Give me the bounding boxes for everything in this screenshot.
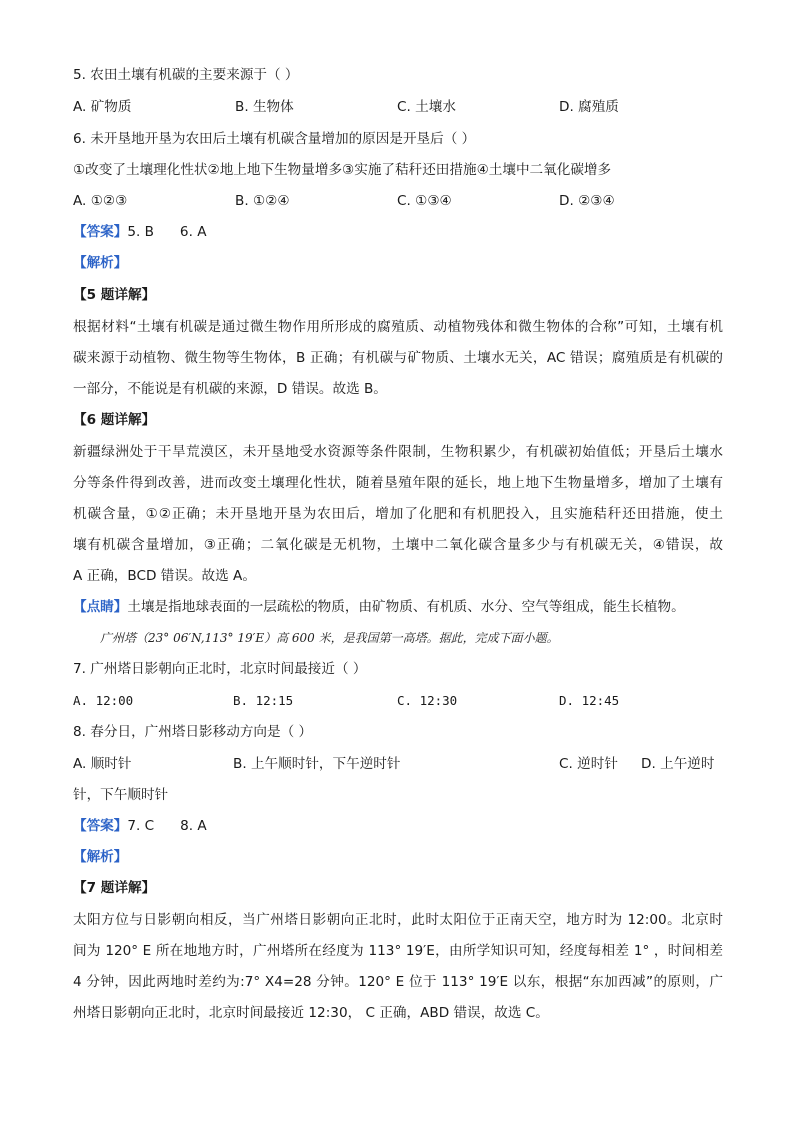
q7-option-a: A. 12:00 <box>73 693 134 708</box>
q7-option-c: C. 12:30 <box>397 693 458 708</box>
q8-option-b: B. 上午顺时针，下午逆时针 <box>233 756 401 772</box>
tip-block <box>73 598 723 616</box>
detail-5-line: 碳来源于动植物、微生物等生物体，B 正确；有机碳与矿物质、土壤水无关，AC 错误；腐殖质是有机碳的 <box>73 350 723 366</box>
detail-6-line: A 正确，BCD 错误。故选 A。 <box>73 568 256 584</box>
detail-6-line: 新疆绿洲处于干旱荒漠区，未开垦地受水资源等条件限制，生物积累少，有机碳初始值低；开垦后土壤水 <box>73 444 723 460</box>
q7-option-d: D. 12:45 <box>559 693 620 708</box>
q5-option-c: C. 土壤水 <box>397 99 456 115</box>
detail-6-title: 【6 题详解】 <box>73 412 156 428</box>
analysis-tag-2: 【解析】 <box>73 849 128 865</box>
detail-7-line: 太阳方位与日影朝向相反，当广州塔日影朝向正北时，此时太阳位于正南天空，地方时为 12:00。北京时 <box>73 912 723 928</box>
detail-6-line: 壤有机碳含量增加，③正确；二氧化碳是无机物，土壤中二氧化碳含量多少与有机碳无关，④错误，故 <box>73 537 723 553</box>
answer-text: 5. B 6. A <box>127 224 207 240</box>
answer-block-2 <box>73 817 723 835</box>
detail-5-line: 根据材料“土壤有机碳是通过微生物作用所形成的腐殖质、动植物残体和微生物体的合称”可知，土壤有机 <box>73 319 723 335</box>
q8-option-c: C. 逆时针 <box>559 756 618 772</box>
analysis-tag-1: 【解析】 <box>73 255 128 271</box>
question-8-stem: 8. 春分日，广州塔日影移动方向是（ ） <box>73 724 313 740</box>
question-6-stem: 6. 未开垦地开垦为农田后土壤有机碳含量增加的原因是开垦后（ ） <box>73 131 476 147</box>
q5-option-b: B. 生物体 <box>235 99 294 115</box>
question-6-statements: ①改变了土壤理化性状②地上地下生物量增多③实施了秸秆还田措施④土壤中二氧化碳增多 <box>73 162 612 178</box>
q6-option-c: C. ①③④ <box>397 193 452 209</box>
answer-block-1 <box>73 223 723 241</box>
q8-option-a: A. 顺时针 <box>73 756 132 772</box>
question-7-stem: 7. 广州塔日影朝向正北时，北京时间最接近（ ） <box>73 661 367 677</box>
q8-option-d: D. 上午逆时 <box>641 756 715 772</box>
tip-text: 土壤是指地球表面的一层疏松的物质，由矿物质、有机质、水分、空气等组成，能生长植物。 <box>127 599 685 615</box>
q7-option-b: B. 12:15 <box>233 693 294 708</box>
detail-7-line: 4 分钟，因此两地时差约为:7° X4=28 分钟。120° E 位于 113° 19′E 以东，根据“东加西减”的原则，广 <box>73 974 723 990</box>
answer-text: 7. C 8. A <box>127 818 207 834</box>
q6-option-b: B. ①②④ <box>235 193 290 209</box>
q5-option-a: A. 矿物质 <box>73 99 132 115</box>
material-intro: 广州塔（23° 06′N,113° 19′E）高 600 米，是我国第一高塔。据此，完成下面小题。 <box>100 631 559 645</box>
detail-5-line: 一部分，不能说是有机碳的来源，D 错误。故选 B。 <box>73 381 387 397</box>
detail-7-line: 间为 120° E 所在地地方时，广州塔所在经度为 113° 19′E，由所学知识可知，经度每相差 1° ，时间相差 <box>73 943 723 959</box>
q6-option-d: D. ②③④ <box>559 193 615 209</box>
detail-6-line: 分等条件得到改善，进而改变土壤理化性状，随着垦殖年限的延长，地上地下生物量增多，增加了土壤有 <box>73 475 723 491</box>
detail-7-line: 州塔日影朝向正北时，北京时间最接近 12:30， C 正确，ABD 错误，故选 C。 <box>73 1005 549 1021</box>
detail-6-line: 机碳含量，①②正确；未开垦地开垦为农田后，增加了化肥和有机肥投入，且实施秸秆还田措施，使土 <box>73 506 723 522</box>
answer-tag: 【答案】 <box>73 818 128 834</box>
question-5-stem: 5. 农田土壤有机碳的主要来源于（ ） <box>73 67 299 83</box>
tip-tag: 【点睛】 <box>73 599 128 615</box>
q6-option-a: A. ①②③ <box>73 193 128 209</box>
q5-option-d: D. 腐殖质 <box>559 99 619 115</box>
answer-tag: 【答案】 <box>73 224 128 240</box>
detail-7-title: 【7 题详解】 <box>73 880 156 896</box>
q8-option-d-continued: 针，下午顺时针 <box>73 787 169 803</box>
detail-5-title: 【5 题详解】 <box>73 287 156 303</box>
